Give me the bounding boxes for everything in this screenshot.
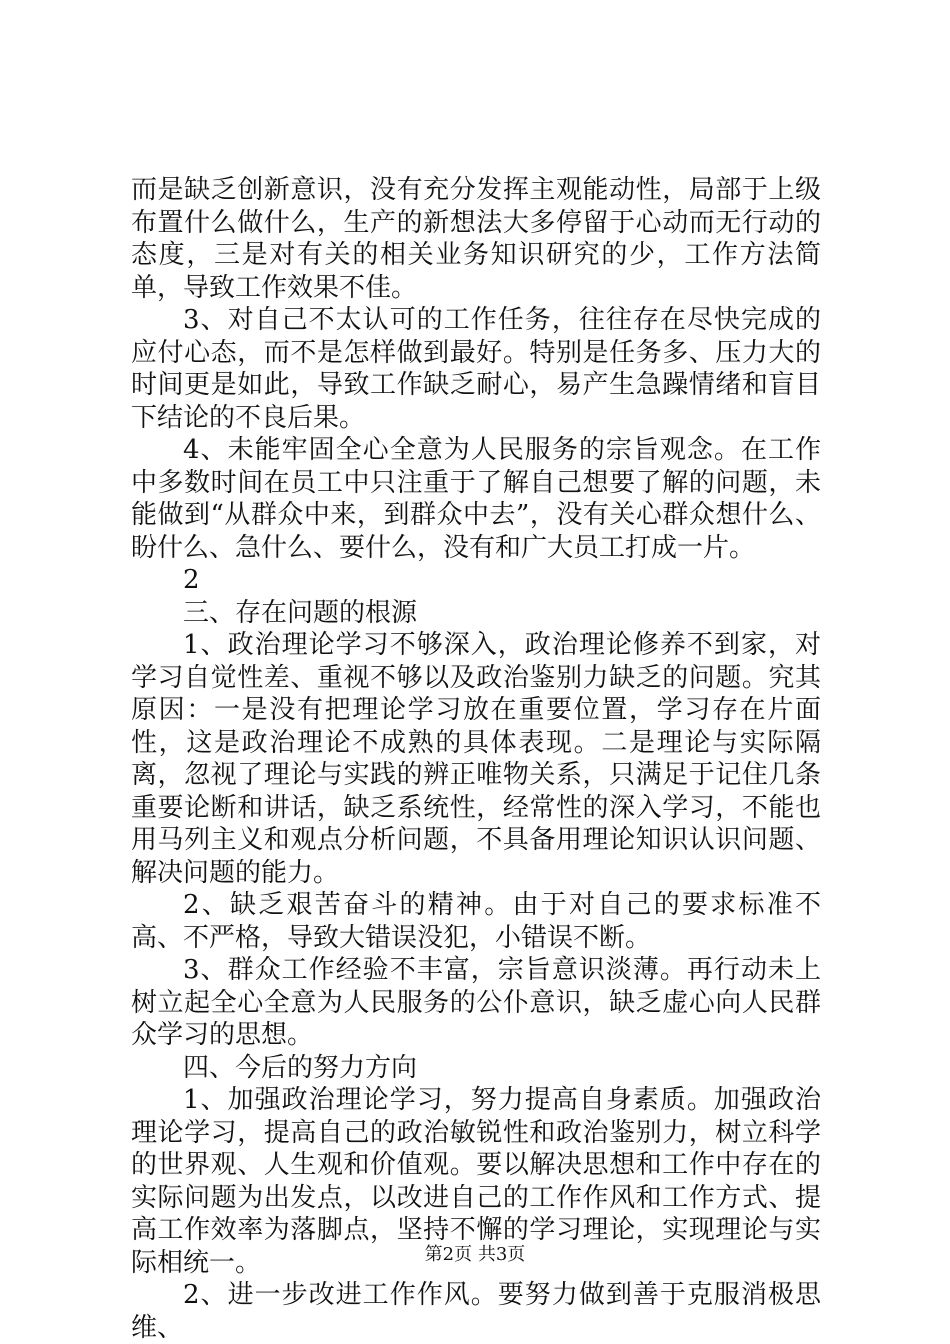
document-body	[131, 174, 821, 1344]
stray-page-number: 2	[183, 565, 200, 595]
paragraph-direction-1: 1、加强政治理论学习，努力提高自身素质。加强政治理论学习，提高自己的政治敏锐性和政治鉴别力，树立科学的世界观、人生观和价值观。要以解决思想和工作中存在的实际问题为出发点，以改进自己的工作作风和工作方式、提高工作效率为落脚点，坚持不懈的学习理论，实现理论与实际相统一。	[131, 1085, 821, 1278]
paragraph-root-3: 3、群众工作经验不丰富，宗旨意识淡薄。再行动未上树立起全心全意为人民服务的公仆意识，缺乏虚心向人民群众学习的思想。	[131, 955, 821, 1050]
paragraph-root-1: 1、政治理论学习不够深入，政治理论修养不到家，对学习自觉性差、重视不够以及政治鉴别力缺乏的问题。究其原因：一是没有把理论学习放在重要位置，学习存在片面性，这是政治理论不成熟的具体表现。二是理论与实际隔离，忽视了理论与实践的辨正唯物关系，只满足于记住几条重要论断和讲话，缺乏系统性，经常性的深入学习，不能也用马列主义和观点分析问题，不具备用理论知识认识问题、解决问题的能力。	[131, 630, 821, 888]
paragraph-item-4: 4、未能牢固全心全意为人民服务的宗旨观念。在工作中多数时间在员工中只注重于了解自己想要了解的问题，未能做到“从群众中来，到群众中去”，没有关心群众想什么、盼什么、急什么、要什么，没有和广大员工打成一片。	[131, 435, 821, 563]
section-heading-4: 四、今后的努力方向	[183, 1052, 418, 1083]
paragraph-item-3: 3、对自己不太认可的工作任务，往往存在尽快完成的应付心态，而不是怎样做到最好。特别是任务多、压力大的时间更是如此，导致工作缺乏耐心，易产生急躁情绪和盲目下结论的不良后果。	[131, 305, 821, 433]
paragraph-direction-2: 2、进一步改进工作作风。要努力做到善于克服消极思维、	[131, 1280, 821, 1343]
paragraph-continuation: 而是缺乏创新意识，没有充分发挥主观能动性，局部于上级布置什么做什么，生产的新想法大多停留于心动而无行动的态度，三是对有关的相关业务知识研究的少，工作方法简单，导致工作效果不佳。	[131, 175, 821, 303]
section-heading-3: 三、存在问题的根源	[183, 597, 418, 628]
paragraph-root-2: 2、缺乏艰苦奋斗的精神。由于对自己的要求标准不高、不严格，导致大错误没犯，小错误不断。	[131, 890, 821, 953]
page-footer: 第2页 共3页	[424, 1244, 526, 1265]
